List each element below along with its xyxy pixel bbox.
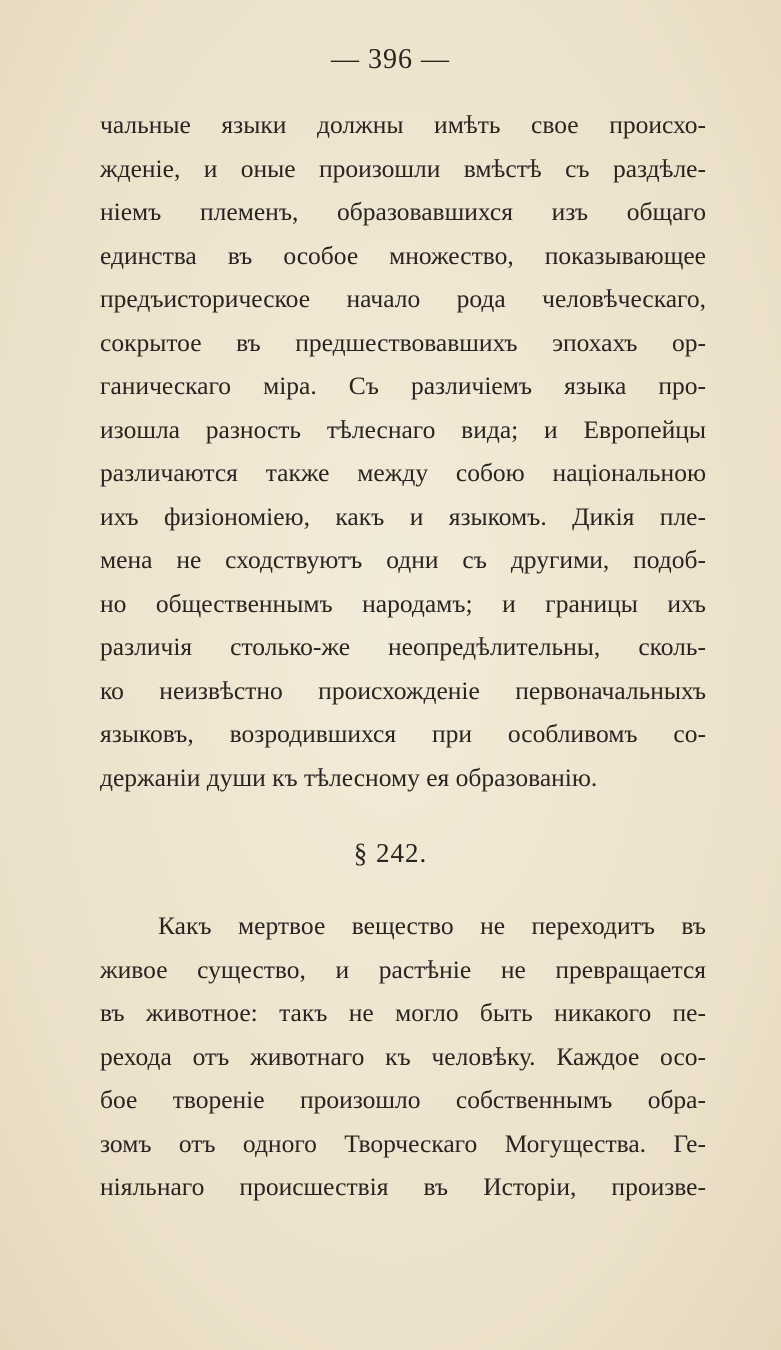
text-line: мена не сходствуютъ одни съ другими, подоб- bbox=[100, 545, 706, 574]
text-line: Какъ мертвое вещество не переходитъ въ bbox=[158, 911, 706, 940]
text-line: ихъ физіономіею, какъ и языкомъ. Дикія пле- bbox=[100, 501, 706, 531]
text-line: бое твореніе произошло собственнымъ обра- bbox=[100, 1085, 706, 1114]
text-line: зомъ отъ одного Творческаго Могущества. Ге- bbox=[100, 1128, 706, 1158]
text-line: держаніи души къ тѣлесному ея образованію. bbox=[100, 762, 598, 792]
text-line: языковъ, возродившихся при особливомъ со- bbox=[100, 719, 706, 748]
section-heading: § 242. bbox=[353, 838, 428, 868]
text-line: живое существо, и растѣніе не превращается bbox=[100, 954, 706, 984]
paragraph-1 bbox=[100, 103, 706, 799]
text-line: ко неизвѣстно происхожденіе первоначальныхъ bbox=[100, 675, 706, 705]
text-line: жденіе, и оные произошли вмѣстѣ съ раздѣле- bbox=[100, 153, 706, 183]
text-line: рехода отъ животнаго къ человѣку. Каждое осо- bbox=[100, 1041, 706, 1071]
text-line: предъисторическое начало рода человѣческаго, bbox=[100, 284, 706, 313]
text-line: но общественнымъ народамъ; и границы ихъ bbox=[100, 588, 706, 618]
text-line: единства въ особое множество, показывающее bbox=[100, 240, 706, 270]
text-line: различія столько-же неопредѣлительны, сколь- bbox=[100, 632, 706, 661]
text-line: ніяльнаго происшествія въ Исторіи, произве- bbox=[100, 1172, 706, 1201]
text-line: чальные языки должны имѣть свое происхо- bbox=[100, 110, 706, 139]
paragraph-2 bbox=[100, 904, 706, 1209]
text-line: изошла разность тѣлеснаго вида; и Европейцы bbox=[100, 414, 706, 444]
text-line: ніемъ племенъ, образовавшихся изъ общаго bbox=[100, 197, 706, 226]
text-line: въ животное: такъ не могло быть никакого пе- bbox=[100, 998, 706, 1027]
text-line: ганическаго міра. Съ различіемъ языка про- bbox=[100, 371, 706, 400]
page-number: — 396 — bbox=[331, 44, 450, 75]
text-line: различаются также между собою національною bbox=[100, 458, 706, 487]
text-line: сокрытое въ предшествовавшихъ эпохахъ ор- bbox=[100, 327, 706, 357]
